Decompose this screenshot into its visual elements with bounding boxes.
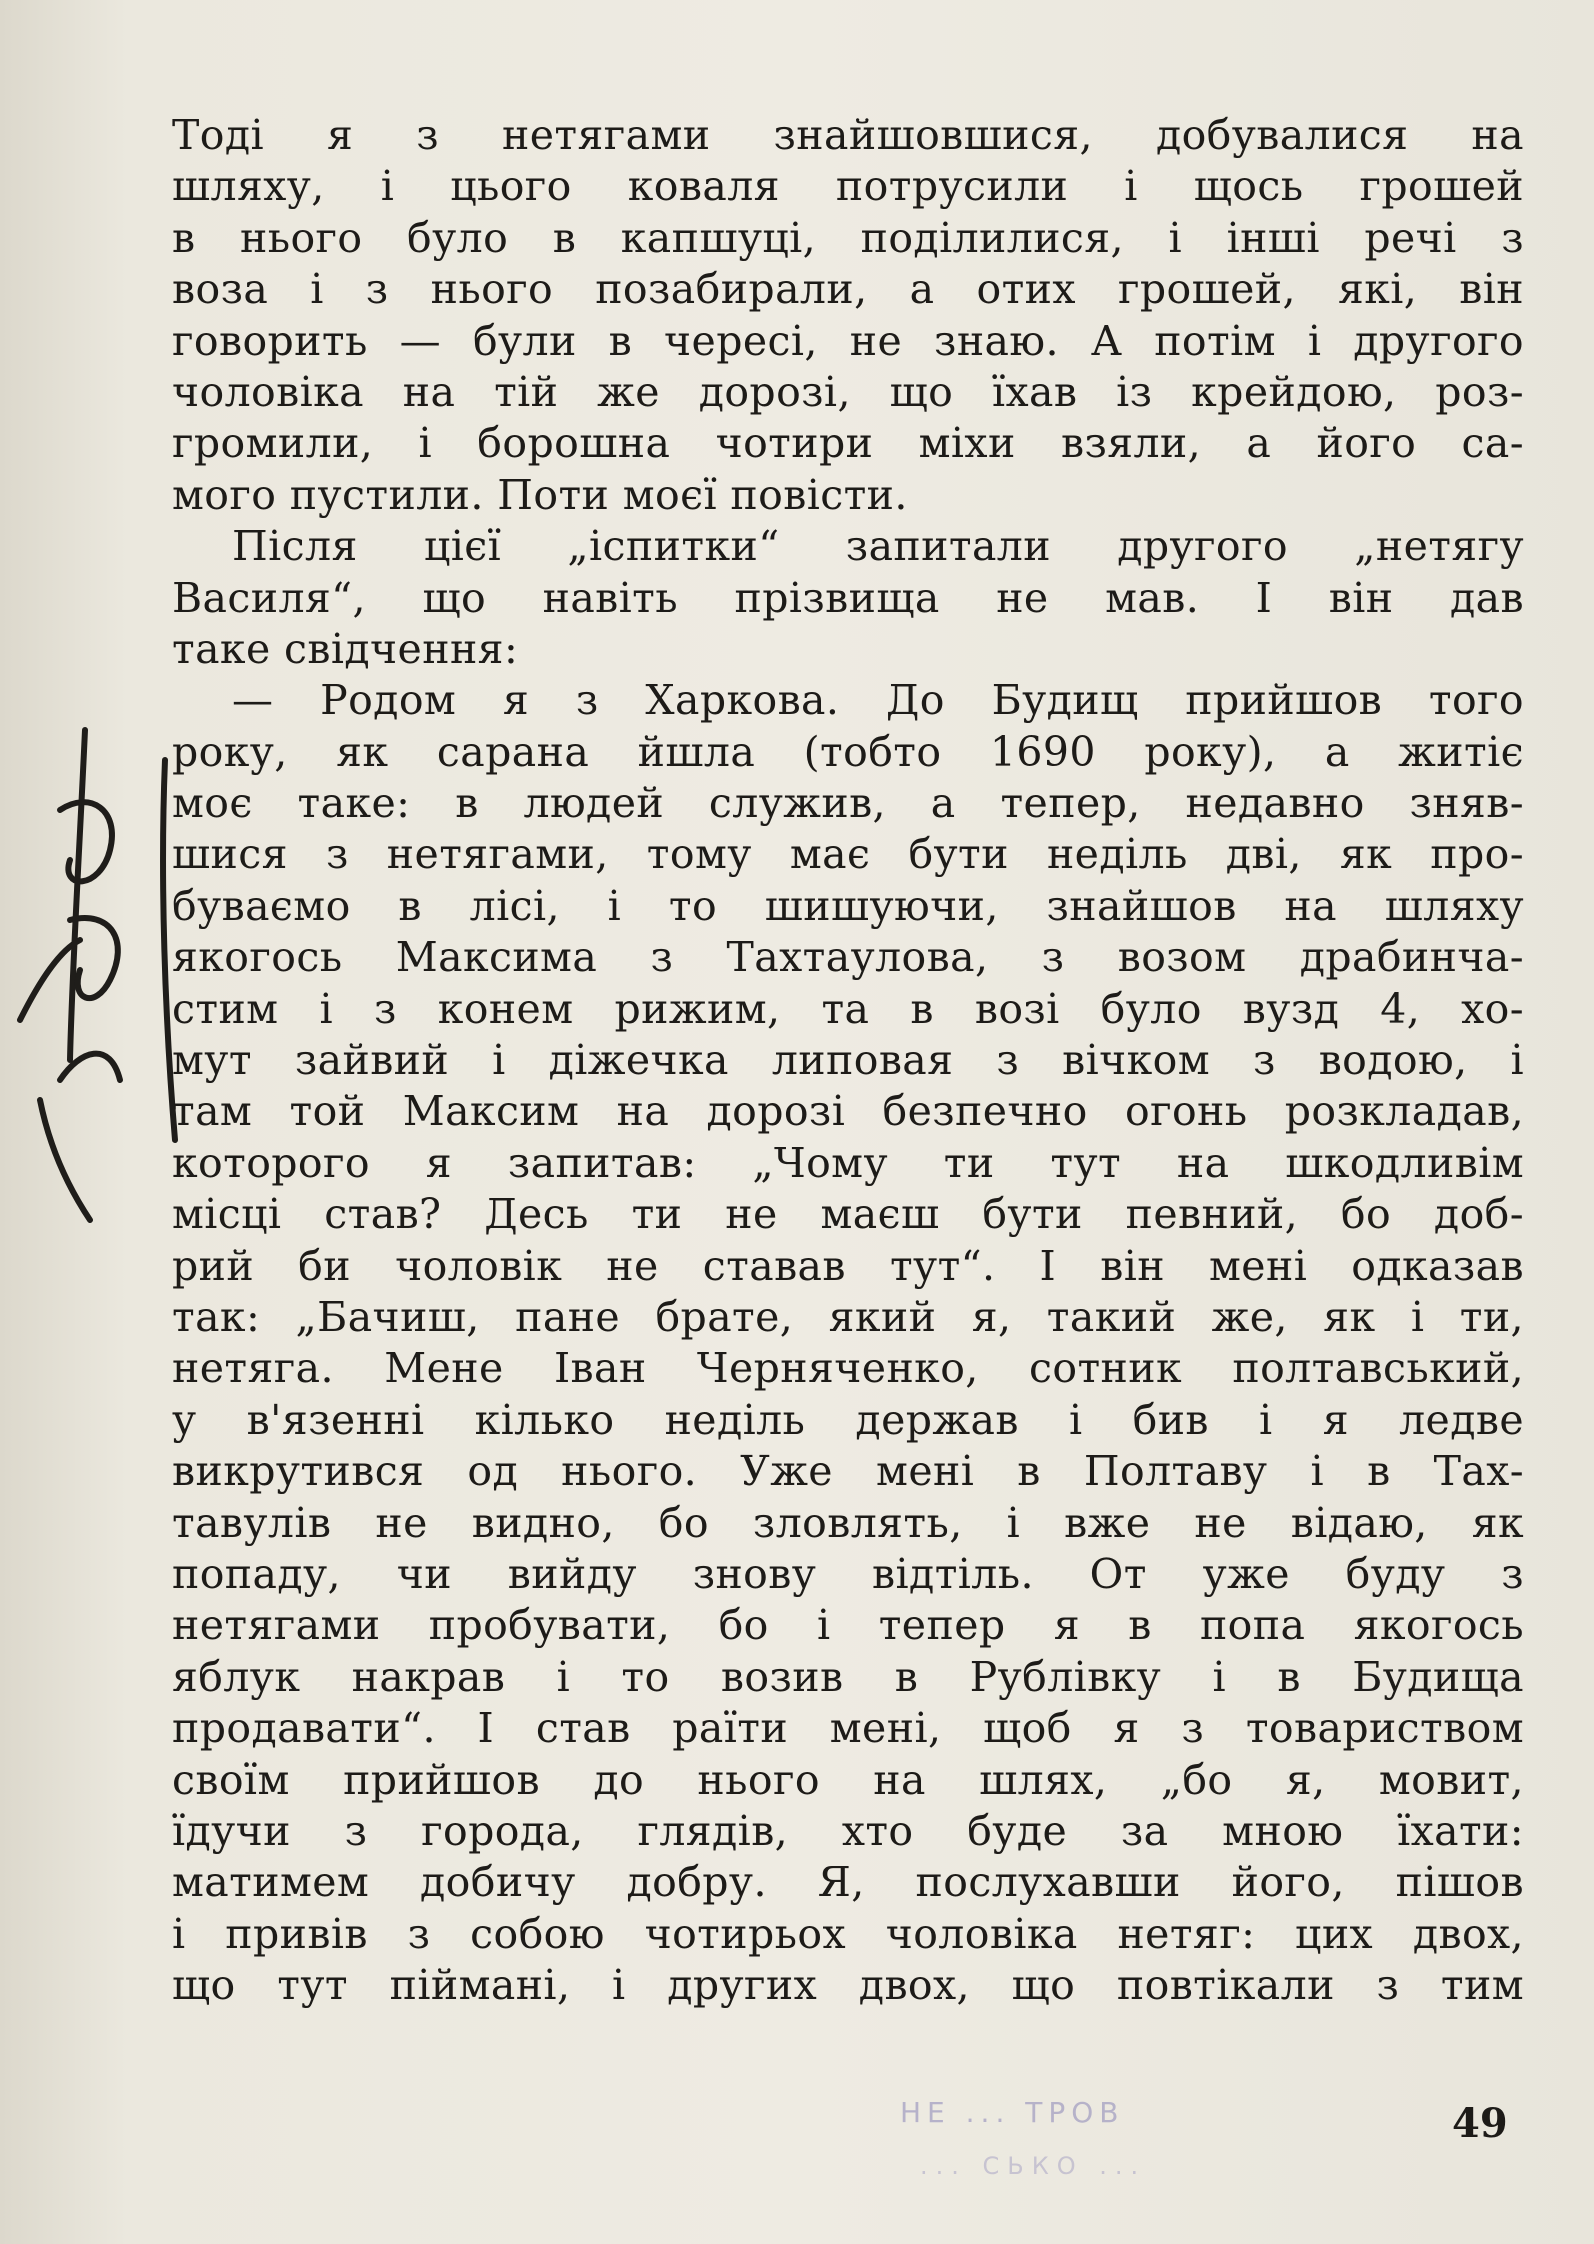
text-line: продавати“. І став раїти мені, щоб я з товариством	[172, 1704, 1524, 1753]
text-line: шися з нетягами, тому має бути неділь дві, як про-	[172, 830, 1524, 879]
text-line: мого пустили. Поти моєї повісти.	[172, 470, 908, 519]
text-line: которого я запитав: „Чому ти тут на шкодливім	[172, 1138, 1524, 1187]
stamp-text: ... СЬКО ...	[920, 2152, 1147, 2180]
text-line: моє таке: в людей служив, а тепер, недавно зняв-	[172, 779, 1524, 828]
body-text	[172, 110, 1524, 2011]
text-line: там той Максим на дорозі безпечно огонь розкладав,	[172, 1087, 1524, 1136]
text-line: місці став? Десь ти не маєш бути певний, бо доб-	[172, 1190, 1524, 1239]
text-line: що тут піймані, і других двох, що повтікали з тим	[172, 1961, 1524, 2010]
library-stamp	[880, 2090, 1300, 2240]
text-line: таке свідчення:	[172, 624, 519, 673]
text-line: своїм прийшов до нього на шлях, „бо я, мовит,	[172, 1755, 1524, 1804]
text-line: громили, і борошна чотири міхи взяли, а його са-	[172, 419, 1524, 468]
text-line: Василя“, що навіть прізвища не мав. І він дав	[172, 573, 1524, 622]
text-line: так: „Бачиш, пане брате, який я, такий же, як і ти,	[172, 1292, 1524, 1341]
text-line: їдучи з города, глядів, хто буде за мною їхати:	[172, 1806, 1524, 1855]
text-line: буваємо в лісі, і то шишуючи, знайшов на шляху	[172, 881, 1524, 930]
text-line: стим і з конем рижим, та в возі було вузд 4, хо-	[172, 984, 1524, 1033]
text-line: нетяга. Мене Іван Черняченко, сотник полтавський,	[172, 1344, 1524, 1393]
text-line: попаду, чи вийду знову відтіль. От уже буду з	[172, 1549, 1524, 1598]
text-line: яблук накрав і то возив в Рублівку і в Будища	[172, 1652, 1524, 1701]
text-line: Після цієї „іспитки“ запитали другого „нетягу	[232, 522, 1524, 571]
text-line: воза і з нього позабирали, а отих грошей, які, він	[172, 265, 1524, 314]
page-number: 49	[1452, 2100, 1508, 2147]
text-line: якогось Максима з Тахтаулова, з возом драбинча-	[172, 933, 1524, 982]
text-line: і привів з собою чотирьох чоловіка нетяг: цих двох,	[172, 1909, 1524, 1958]
text-line: Тоді я з нетягами знайшовшися, добувалися на	[172, 111, 1524, 159]
text-line: — Родом я з Харкова. До Будищ прийшов того	[232, 676, 1524, 725]
text-line: матимем добичу добру. Я, послухавши його, пішов	[172, 1858, 1524, 1907]
stamp-text: НЕ ... ТРОВ	[900, 2096, 1125, 2129]
text-line: рий би чоловік не ставав тут“. І він мені одказав	[172, 1241, 1524, 1290]
text-line: в нього було в капшуці, поділилися, і інші речі з	[172, 213, 1524, 262]
text-line: чоловіка на тій же дорозі, що їхав із крейдою, роз-	[172, 367, 1524, 416]
text-line: у в'язенні кілько неділь держав і бив і я ледве	[172, 1395, 1524, 1444]
text-line: мут зайвий і діжечка липовая з вічком з водою, і	[172, 1036, 1524, 1085]
handwritten-margin-note	[0, 720, 190, 1240]
text-line: нетягами пробувати, бо і тепер я в попа якогось	[172, 1601, 1524, 1650]
text-line: говорить — були в чересі, не знаю. А потім і другого	[172, 316, 1524, 365]
text-line: року, як сарана йшла (тобто 1690 року), а житіє	[172, 727, 1524, 776]
text-line: шляху, і цього коваля потрусили і щось грошей	[172, 162, 1524, 211]
text-line: викрутився од нього. Уже мені в Полтаву і в Тах-	[172, 1447, 1524, 1496]
text-line: тавулів не видно, бо зловлять, і вже не відаю, як	[172, 1498, 1524, 1547]
